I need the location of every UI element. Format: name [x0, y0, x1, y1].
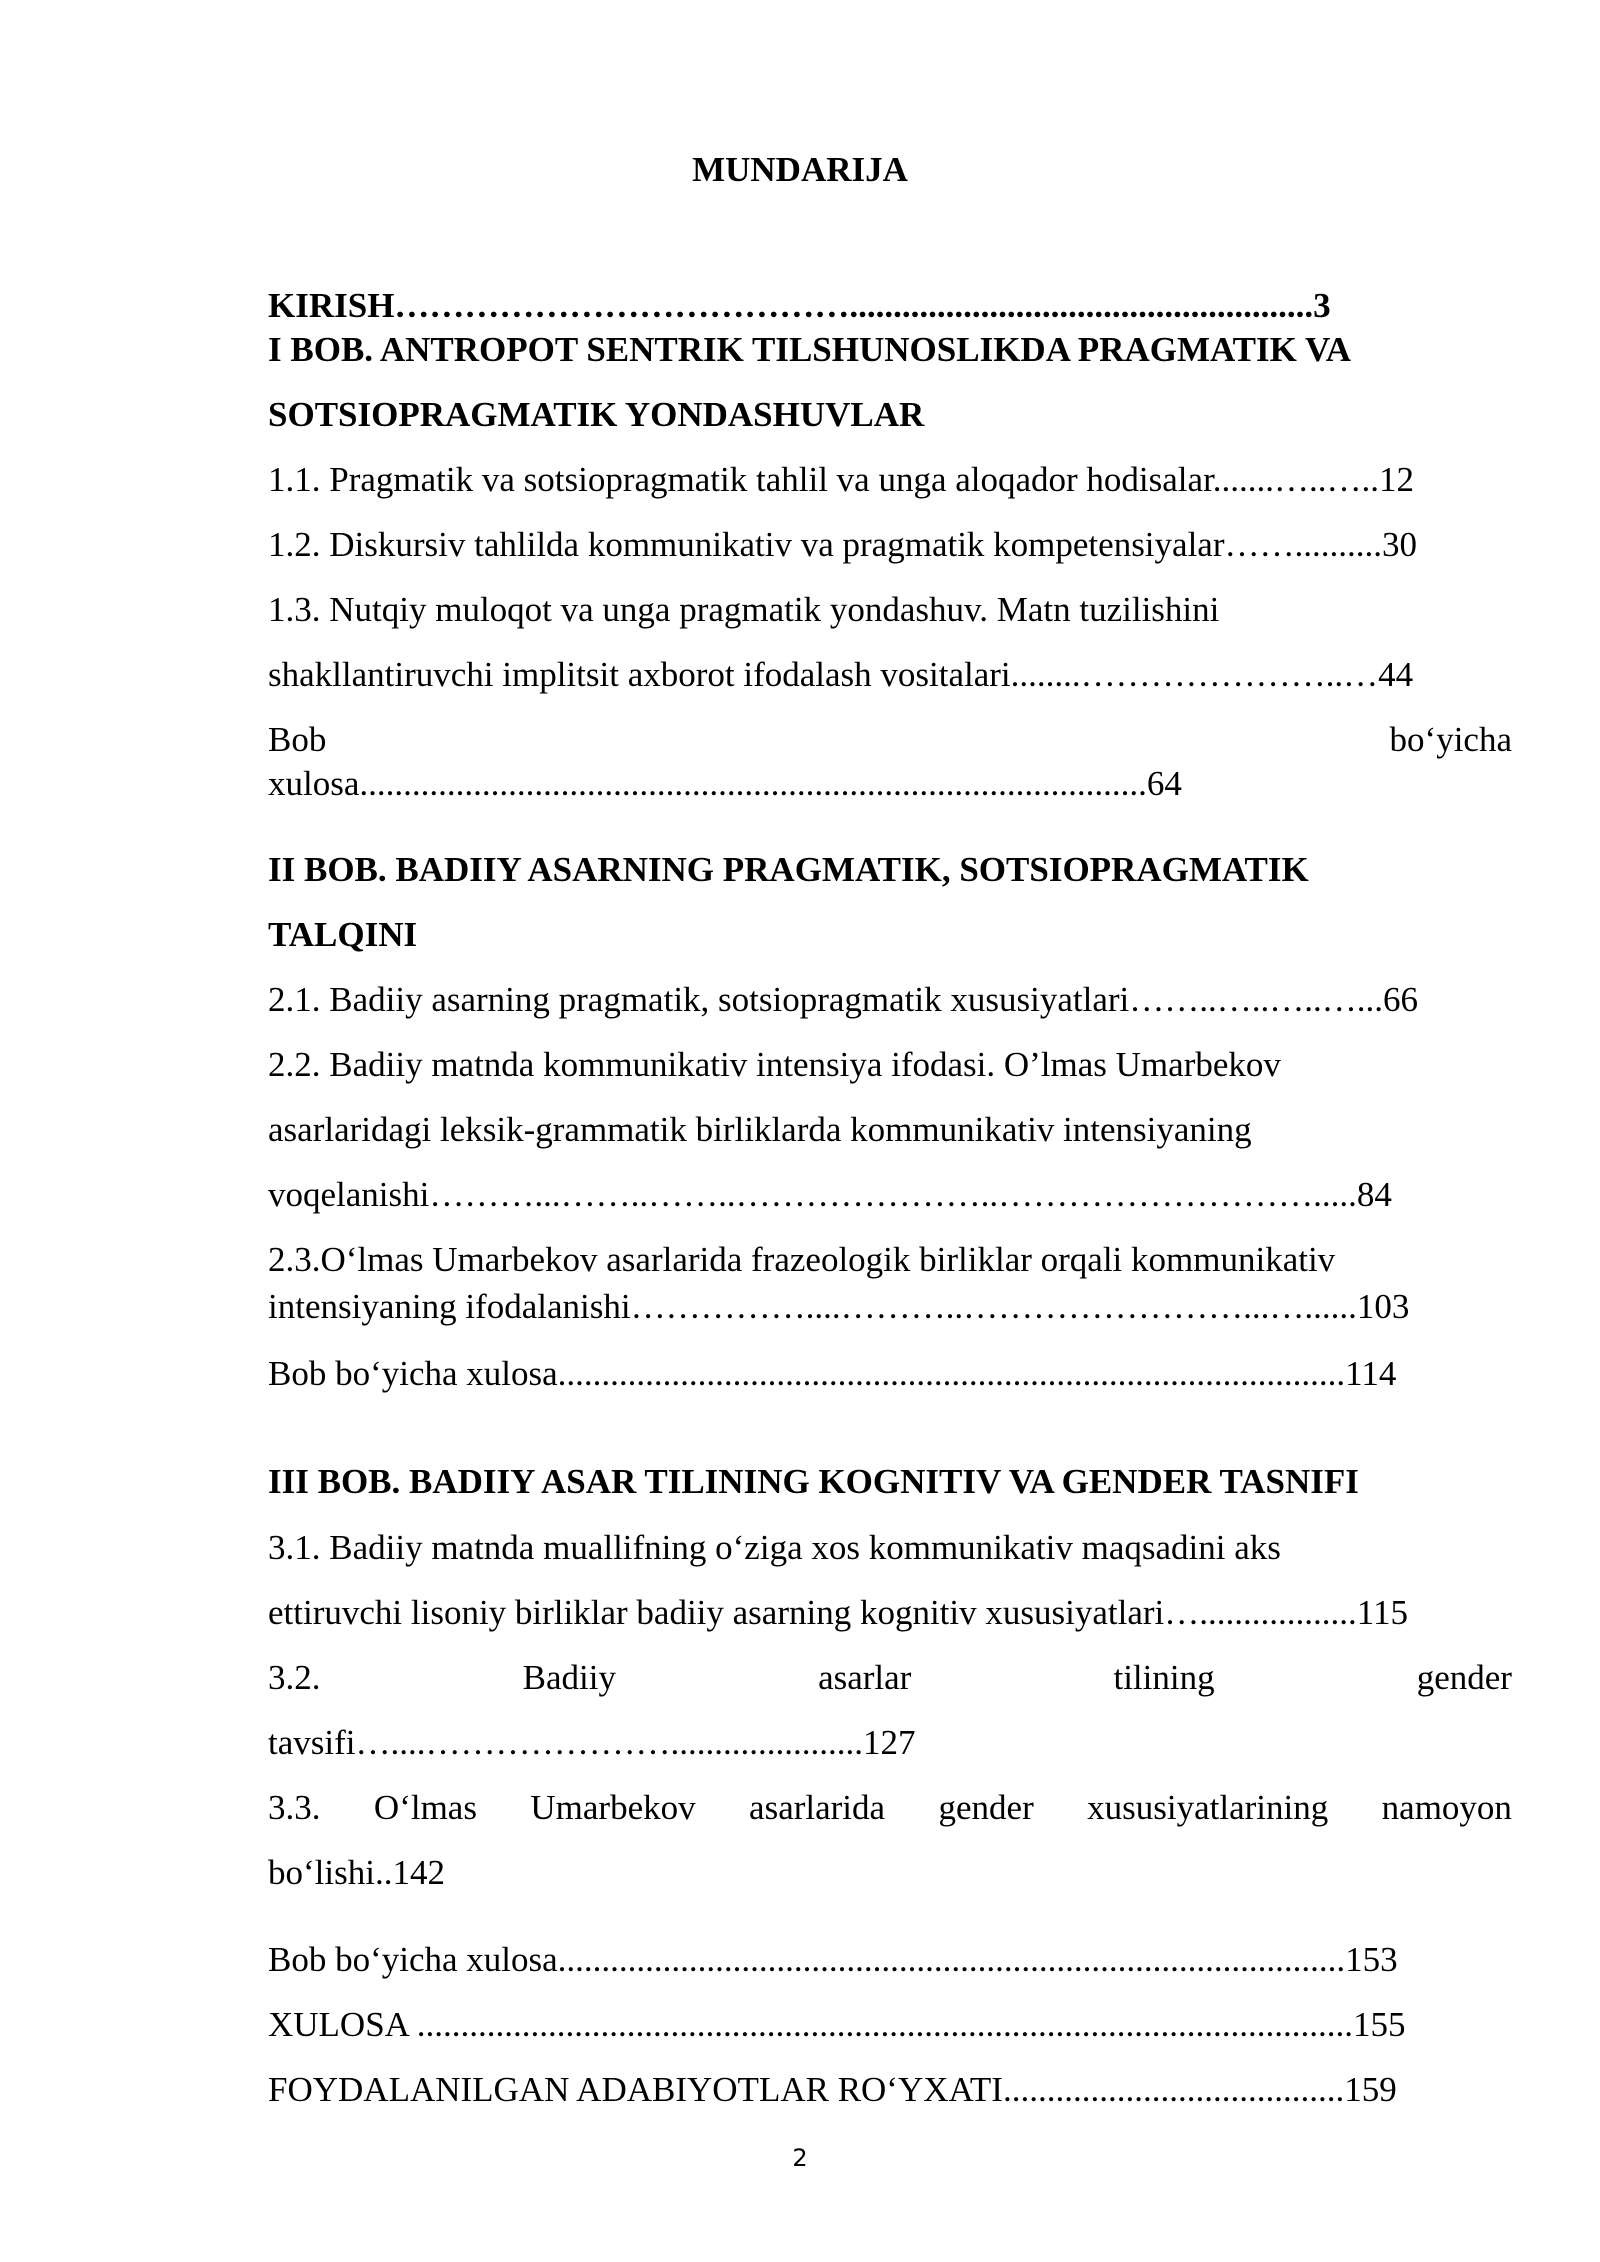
- toc-entry-3-3: [268, 1788, 1512, 1828]
- toc-chapter-3-title: III BOB. BADIIY ASAR TILINING KOGNITIV VA GENDER TASNIFI: [268, 1462, 1359, 1501]
- toc-entry-kirish: KIRISH………………………………….....................................................3: [268, 286, 1331, 325]
- toc-chapter-2-title: II BOB. BADIIY ASARNING PRAGMATIK, SOTSIOPRAGMATIK: [268, 850, 1309, 889]
- toc-word: asarlarida: [749, 1788, 886, 1827]
- toc-entry-3-2-cont: tavsifi…....…………………......................127: [268, 1723, 916, 1762]
- toc-entry-3-2: [268, 1658, 1512, 1698]
- toc-entry-2-2-cont2: voqelanishi………...……..……..…………………..……………………….....84: [268, 1175, 1392, 1214]
- summary-word: bo‘yicha: [1389, 720, 1512, 759]
- toc-entry-xulosa: XULOSA ...........................................................................................................155: [268, 2005, 1406, 2044]
- toc-chapter-2-title-cont: TALQINI: [268, 915, 418, 954]
- toc-word: gender: [1416, 1658, 1512, 1697]
- toc-entry-2-3: 2.3.O‘lmas Umarbekov asarlarida frazeologik birliklar orqali kommunikativ: [268, 1240, 1336, 1279]
- toc-word: namoyon: [1381, 1788, 1512, 1827]
- toc-entry-1-2: 1.2. Diskursiv tahlilda kommunikativ va pragmatik kompetensiyalar……..........30: [268, 525, 1417, 564]
- toc-chapter-3-summary: Bob bo‘yicha xulosa..........................................................................................153: [268, 1940, 1398, 1979]
- toc-entry-1-3: 1.3. Nutqiy muloqot va unga pragmatik yondashuv. Matn tuzilishini: [268, 590, 1220, 629]
- toc-chapter-1-title: I BOB. ANTROPOT SENTRIK TILSHUNOSLIKDA PRAGMATIK VA: [268, 330, 1352, 369]
- toc-word: xususiyatlarining: [1087, 1788, 1329, 1827]
- page-title: MUNDARIJA: [692, 150, 908, 189]
- toc-word: tilining: [1113, 1658, 1215, 1697]
- toc-chapter-2-summary: Bob bo‘yicha xulosa..........................................................................................114: [268, 1354, 1397, 1393]
- toc-word: asarlar: [818, 1658, 912, 1697]
- toc-chapter-1-title-cont: SOTSIOPRAGMATIK YONDASHUVLAR: [268, 395, 925, 434]
- toc-word: gender: [938, 1788, 1034, 1827]
- toc-entry-1-1: 1.1. Pragmatik va sotsiopragmatik tahlil va unga aloqador hodisalar.......…..…..12: [268, 460, 1415, 499]
- toc-entry-3-1-cont: ettiruvchi lisoniy birliklar badiiy asarning kognitiv xususiyatlari…..................115: [268, 1593, 1408, 1632]
- summary-word: Bob: [268, 720, 327, 759]
- toc-entry-2-1-number: 2.1.: [268, 980, 321, 1019]
- toc-entry-3-3-cont: bo‘lishi..142: [268, 1853, 445, 1892]
- toc-entry-2-1: [268, 980, 1512, 1020]
- toc-word: Badiiy: [522, 1658, 616, 1697]
- toc-entry-2-3-cont: intensiyaning ifodalanishi……………....………..……………………...…......103: [268, 1287, 1410, 1326]
- toc-entry-bibliography: FOYDALANILGAN ADABIYOTLAR RO‘YXATI.......................................159: [268, 2070, 1397, 2109]
- toc-chapter-1-summary: [268, 720, 1512, 760]
- toc-word: Umarbekov: [530, 1788, 696, 1827]
- toc-entry-3-1: 3.1. Badiiy matnda muallifning o‘ziga xos kommunikativ maqsadini aks: [268, 1528, 1281, 1567]
- toc-chapter-1-summary-cont: xulosa..........................................................................................64: [268, 764, 1182, 803]
- toc-entry-1-3-cont: shakllantiruvchi implitsit axborot ifodalash vositalari........…………………..…44: [268, 655, 1414, 694]
- toc-entry-2-1-text: Badiiy asarning pragmatik, sotsiopragmatik xususiyatlari……..…..…..…...66: [320, 980, 1418, 1019]
- toc-entry-2-2-cont: asarlaridagi leksik-grammatik birliklarda kommunikativ intensiyaning: [268, 1110, 1252, 1149]
- toc-word: 3.3.: [268, 1788, 321, 1827]
- toc-entry-2-2: 2.2. Badiiy matnda kommunikativ intensiya ifodasi. O’lmas Umarbekov: [268, 1045, 1281, 1084]
- page-number: 2: [792, 2144, 808, 2172]
- toc-word: O‘lmas: [373, 1788, 477, 1827]
- toc-word: 3.2.: [268, 1658, 321, 1697]
